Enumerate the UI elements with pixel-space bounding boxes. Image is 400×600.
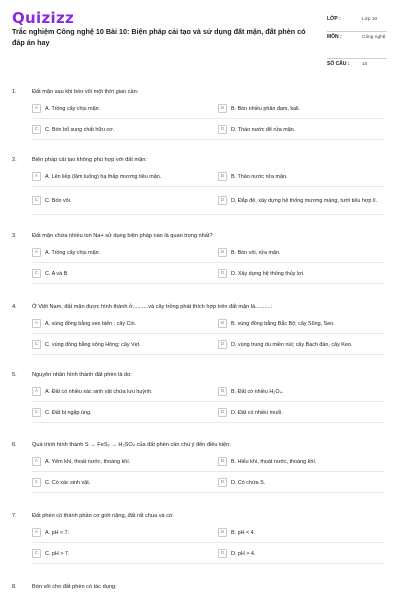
option-divider xyxy=(32,401,384,402)
option-letter-badge: A xyxy=(32,528,41,537)
option-divider xyxy=(32,139,384,140)
option-letter-badge: D xyxy=(218,549,227,558)
option-letter-badge: B xyxy=(218,172,227,181)
option-letter-badge: B xyxy=(218,528,227,537)
option-letter-badge: D xyxy=(218,478,227,487)
option-text: B. Đất có nhiều H₂O₄. xyxy=(231,389,284,395)
question-text: Quá trình hình thành S → FeS₂ → H₂SO₄ của đất phèn cần chú ý đến điều kiện: xyxy=(32,442,231,448)
option-letter-badge: B xyxy=(218,319,227,328)
meta-value: 10 xyxy=(362,62,368,67)
question-text: Đất mặn sau khi bón vôi một thời gian cần: xyxy=(32,89,139,95)
question-number: 2. xyxy=(12,157,17,163)
option-text: D. Tháo nước để rửa mặn. xyxy=(231,127,296,133)
option-divider xyxy=(32,354,384,355)
worksheet-header xyxy=(0,0,400,74)
option-text: C. Bón vôi. xyxy=(45,198,72,204)
question-text: Biện pháp cải tạo không phù hợp với đất mặn: xyxy=(32,157,147,163)
option-text: A. Yếm khí, thoát nước, thoáng khí. xyxy=(45,459,131,465)
option-text: A. Đất có nhiều xác sinh vật chứa lưu huỳnh. xyxy=(45,389,153,395)
option-divider xyxy=(32,333,384,334)
question-number: 5. xyxy=(12,372,17,378)
option-text: C. A và B xyxy=(45,271,68,277)
option-letter-badge: B xyxy=(218,457,227,466)
option-divider xyxy=(32,283,384,284)
option-text: C. Có xác sinh vật. xyxy=(45,480,91,486)
meta-value: Lớp 10 xyxy=(362,17,378,22)
option-letter-badge: A xyxy=(32,248,41,257)
option-letter-badge: C xyxy=(32,125,41,134)
meta-row-class xyxy=(327,14,387,32)
question-number: 3. xyxy=(12,233,17,239)
quizizz-logo: Quizizz xyxy=(12,9,75,27)
option-letter-badge: B xyxy=(218,104,227,113)
meta-label: SỐ CÂU : xyxy=(327,61,350,67)
option-divider xyxy=(32,471,384,472)
option-letter-badge: C xyxy=(32,340,41,349)
option-text: D. vùng trung du miền núi; cây Bạch đàn, cây Keo. xyxy=(231,342,353,348)
option-divider xyxy=(32,542,384,543)
option-letter-badge: A xyxy=(32,172,41,181)
question-text: Ở Việt Nam, đất mặn được hình thành ở..........và cây trồng phát thích hợp trên đất mặn là..........: xyxy=(32,304,273,310)
option-divider xyxy=(32,262,384,263)
option-text: C. pH > 7. xyxy=(45,551,70,557)
option-letter-badge: D xyxy=(218,125,227,134)
option-letter-badge: B xyxy=(218,387,227,396)
meta-value: Công nghệ xyxy=(362,35,386,40)
option-text: D. Có chứa S. xyxy=(231,480,266,486)
option-letter-badge: A xyxy=(32,319,41,328)
option-letter-badge: D xyxy=(218,196,227,205)
option-divider xyxy=(32,563,384,564)
option-text: D. pH > 4. xyxy=(231,551,256,557)
option-text: B. Bón vôi, rửa mặn. xyxy=(231,250,281,256)
option-text: D. Đắp đê, xây dựng hệ thống mương máng, tưới tiêu hợp lí. xyxy=(231,198,378,204)
option-letter-badge: A xyxy=(32,387,41,396)
question-number: 7. xyxy=(12,513,17,519)
option-letter-badge: D xyxy=(218,340,227,349)
option-text: B. Tháo nước rửa mặn. xyxy=(231,174,288,180)
option-letter-badge: B xyxy=(218,248,227,257)
option-divider xyxy=(32,422,384,423)
option-letter-badge: C xyxy=(32,196,41,205)
meta-row-subject xyxy=(327,32,387,59)
option-text: C. Bón bổ sung chất hữu cơ. xyxy=(45,127,115,133)
option-letter-badge: A xyxy=(32,104,41,113)
question-text: Đất phèn có thành phần cơ giới nặng, đất rất chua và có: xyxy=(32,513,174,519)
option-text: A. Lên liếp (lâm luống) hạ thấp mương tiêu mặn. xyxy=(45,174,162,180)
option-text: A. vùng đồng bằng ven biển ; cây Cói. xyxy=(45,321,137,327)
option-text: D. Xây dựng hệ thống thủy lợi. xyxy=(231,271,305,277)
option-letter-badge: C xyxy=(32,549,41,558)
question-text: Đất mặn chứa nhiều ion Na+ sử dụng biện pháp nào là quan trọng nhất? xyxy=(32,233,213,239)
worksheet-meta-box xyxy=(327,14,387,77)
meta-label: LỚP : xyxy=(327,16,341,22)
option-divider xyxy=(32,186,384,187)
option-text: B. Hiếu khí, thoát nước, thoáng khí. xyxy=(231,459,317,465)
option-divider xyxy=(32,492,384,493)
option-text: A. Trồng cây chịu mặn. xyxy=(45,250,101,256)
meta-row-count xyxy=(327,59,387,77)
worksheet-title: Trắc nghiệm Công nghệ 10 Bài 10: Biện pháp cải tạo và sử dụng đất mặn, đất phèn có đáp án hay xyxy=(12,27,306,47)
option-letter-badge: C xyxy=(32,269,41,278)
question-text: Bón vôi cho đất phèn có tác dụng: xyxy=(32,584,117,590)
option-text: D. Đất có nhiều muối. xyxy=(231,410,283,416)
option-text: B. Bón nhiều phân đạm, kali. xyxy=(231,106,300,112)
option-text: A. pH < 7. xyxy=(45,530,70,536)
option-text: C. Đất bị ngập úng. xyxy=(45,410,92,416)
option-letter-badge: C xyxy=(32,478,41,487)
option-text: A. Trồng cây chịu mặn. xyxy=(45,106,101,112)
option-letter-badge: A xyxy=(32,457,41,466)
meta-label: MÔN : xyxy=(327,34,342,40)
option-text: B. vùng đồng bằng Bắc Bộ; cây Sũng, Sen. xyxy=(231,321,335,327)
option-text: C. vùng đồng bằng sông Hồng; cây Vẹt. xyxy=(45,342,141,348)
question-number: 4. xyxy=(12,304,17,310)
question-number: 8. xyxy=(12,584,17,590)
question-number: 6. xyxy=(12,442,17,448)
option-divider xyxy=(32,118,384,119)
option-letter-badge: D xyxy=(218,408,227,417)
question-number: 1. xyxy=(12,89,17,95)
question-text: Nguyên nhân hình thành đất phèn là do: xyxy=(32,372,132,378)
option-divider xyxy=(32,214,384,215)
option-text: B. pH < 4. xyxy=(231,530,256,536)
option-letter-badge: D xyxy=(218,269,227,278)
option-letter-badge: C xyxy=(32,408,41,417)
